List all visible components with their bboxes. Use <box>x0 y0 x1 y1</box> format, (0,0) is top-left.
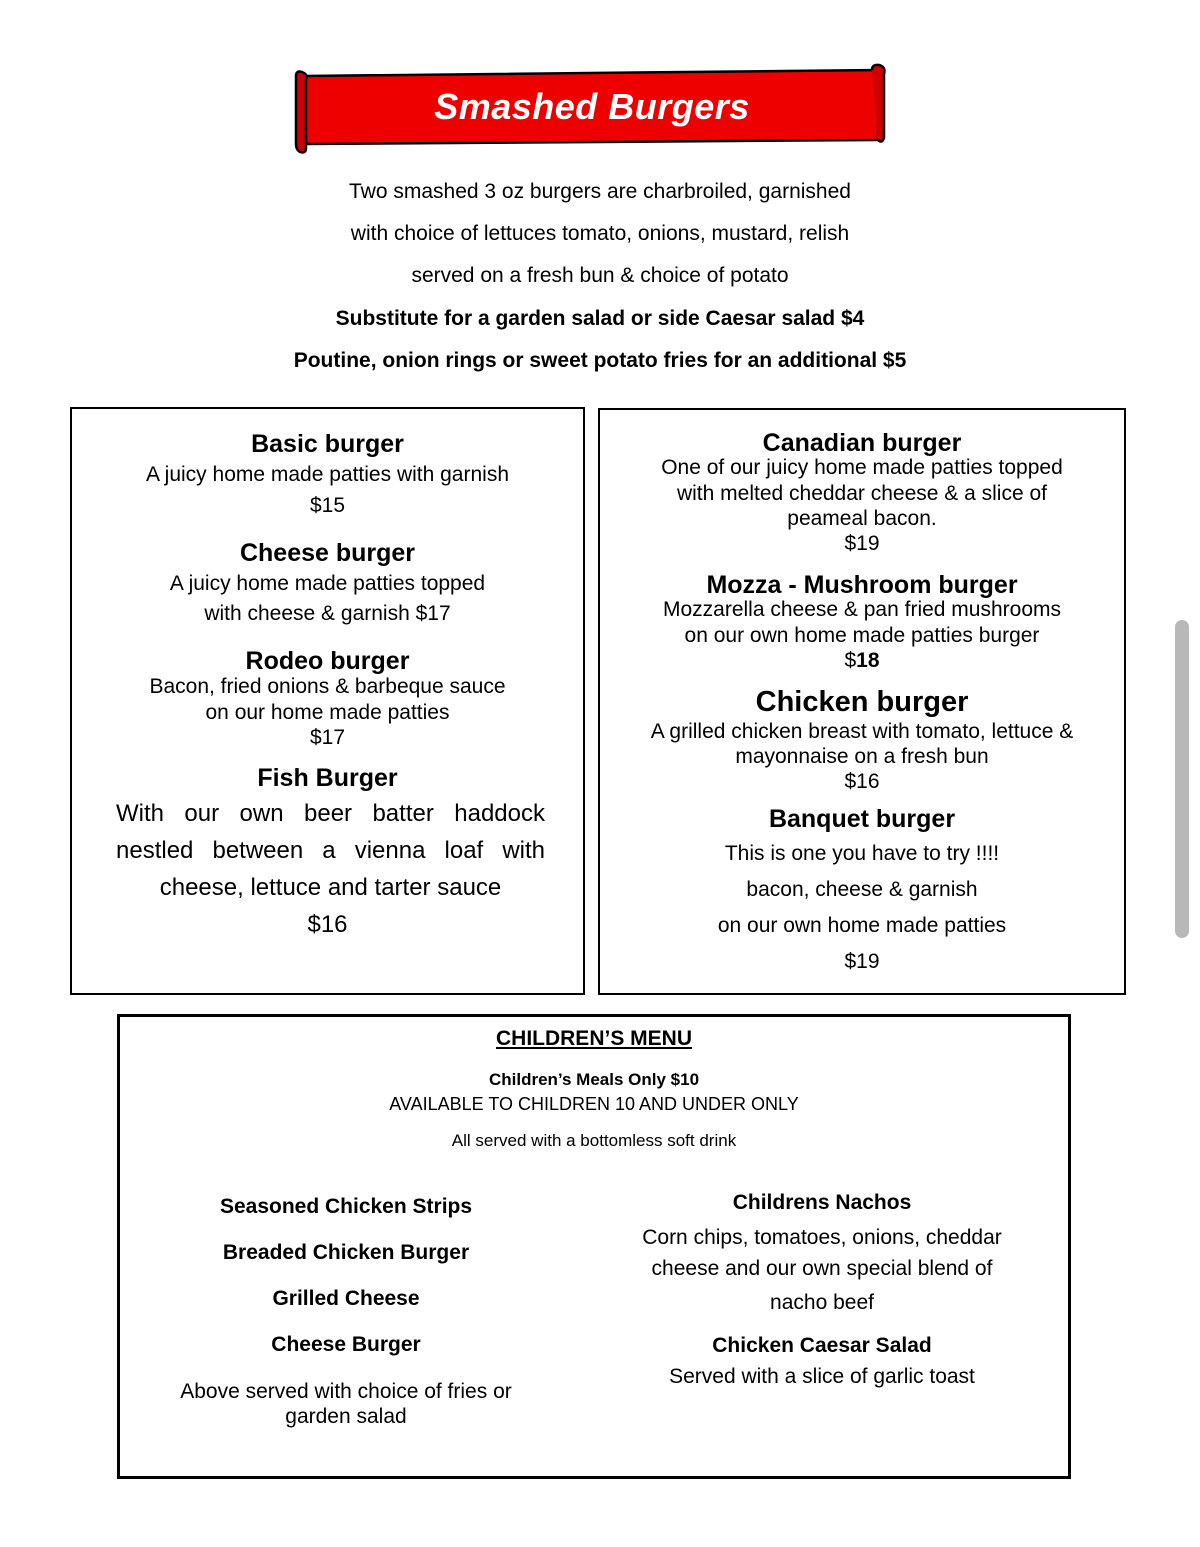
childrens-menu <box>117 1014 1071 1479</box>
intro-line: served on a fresh bun & choice of potato <box>411 264 789 287</box>
upgrade-note: Poutine, onion rings or sweet potato fries for an additional $5 <box>293 349 907 372</box>
item-price: $16 <box>307 911 348 938</box>
item-name: Canadian burger <box>762 429 962 457</box>
menu-item <box>600 804 1124 980</box>
intro-line: with choice of lettuces tomato, onions, mustard, relish <box>350 222 850 245</box>
item-description: One of our juicy home made patties topped <box>661 456 1063 479</box>
kids-item-description: Served with a slice of garlic toast <box>669 1365 975 1388</box>
item-description: With our own beer batter haddock nestled between a vienna loaf with cheese, lettuce and tarter sauce <box>116 800 545 901</box>
page-title: Smashed Burgers <box>434 86 750 127</box>
childrens-menu-heading: CHILDREN’S MENU <box>495 1027 692 1050</box>
kids-item-description: nacho beef <box>770 1291 874 1314</box>
item-description: This is one you have to try !!!! <box>724 842 1000 865</box>
item-name: Chicken burger <box>755 686 969 718</box>
title-banner <box>292 62 892 158</box>
item-description: Mozzarella cheese & pan fried mushrooms <box>662 598 1061 621</box>
childrens-meals-price: Children’s Meals Only $10 <box>488 1070 700 1089</box>
item-name: Rodeo burger <box>245 647 410 675</box>
burger-menu-left <box>70 407 585 995</box>
item-description: on our own home made patties <box>717 914 1007 937</box>
item-description: mayonnaise on a fresh bun <box>735 745 989 768</box>
kids-item-name: Childrens Nachos <box>732 1191 912 1214</box>
item-price: $17 <box>309 726 346 749</box>
item-price: $19 <box>844 532 880 555</box>
item-description: Bacon, fried onions & barbeque sauce <box>149 675 506 698</box>
item-name: Cheese burger <box>239 539 416 567</box>
item-name: Fish Burger <box>257 764 398 792</box>
menu-item <box>72 646 583 750</box>
kids-side-note: Above served with choice of fries or <box>180 1380 512 1403</box>
item-price: $19 <box>844 950 880 973</box>
item-description: peameal bacon. <box>787 507 937 530</box>
menu-item <box>72 538 583 626</box>
kids-item-name: Chicken Caesar Salad <box>712 1334 932 1357</box>
item-name: Banquet burger <box>768 805 956 833</box>
item-name: Mozza - Mushroom burger <box>706 571 1018 599</box>
menu-item <box>600 428 1124 556</box>
price-value: 18 <box>856 649 880 672</box>
intro-line: Two smashed 3 oz burgers are charbroiled, garnished <box>349 180 851 203</box>
kids-item-description: cheese and our own special blend of <box>651 1257 993 1280</box>
burger-menu-right <box>598 408 1126 995</box>
kids-item-name: Seasoned Chicken Strips <box>219 1195 473 1218</box>
kids-right-column <box>590 1189 1054 1391</box>
item-name: Basic burger <box>251 430 404 458</box>
menu-item <box>72 763 583 943</box>
kids-item-name: Cheese Burger <box>271 1333 421 1356</box>
menu-item <box>600 684 1124 794</box>
kids-side-note: garden salad <box>285 1405 407 1428</box>
menu-item <box>72 429 583 518</box>
item-description: with melted cheddar cheese & a slice of <box>676 482 1048 505</box>
substitute-note: Substitute for a garden salad or side Caesar salad $4 <box>335 307 865 330</box>
item-description: A juicy home made patties with garnish <box>145 463 510 486</box>
kids-item-description: Corn chips, tomatoes, onions, cheddar <box>642 1226 1002 1249</box>
age-restriction: AVAILABLE TO CHILDREN 10 AND UNDER ONLY <box>389 1094 799 1114</box>
menu-item <box>600 570 1124 673</box>
item-description: on our home made patties <box>205 701 450 724</box>
item-description: A grilled chicken breast with tomato, lettuce & <box>650 720 1074 743</box>
item-price: $16 <box>844 770 880 793</box>
kids-item-name: Grilled Cheese <box>272 1287 420 1310</box>
drink-note: All served with a bottomless soft drink <box>451 1131 737 1150</box>
kids-left-column <box>148 1193 544 1429</box>
kids-item-name: Breaded Chicken Burger <box>222 1241 470 1264</box>
item-description: with cheese & garnish $17 <box>204 602 451 625</box>
item-description: bacon, cheese & garnish <box>746 878 978 901</box>
item-description: A juicy home made patties topped <box>169 572 486 595</box>
item-price <box>600 648 1124 673</box>
vertical-scrollbar[interactable] <box>1175 620 1189 938</box>
item-price: $15 <box>309 494 346 517</box>
item-description: on our own home made patties burger <box>684 624 1040 647</box>
price-symbol: $ <box>844 649 857 672</box>
